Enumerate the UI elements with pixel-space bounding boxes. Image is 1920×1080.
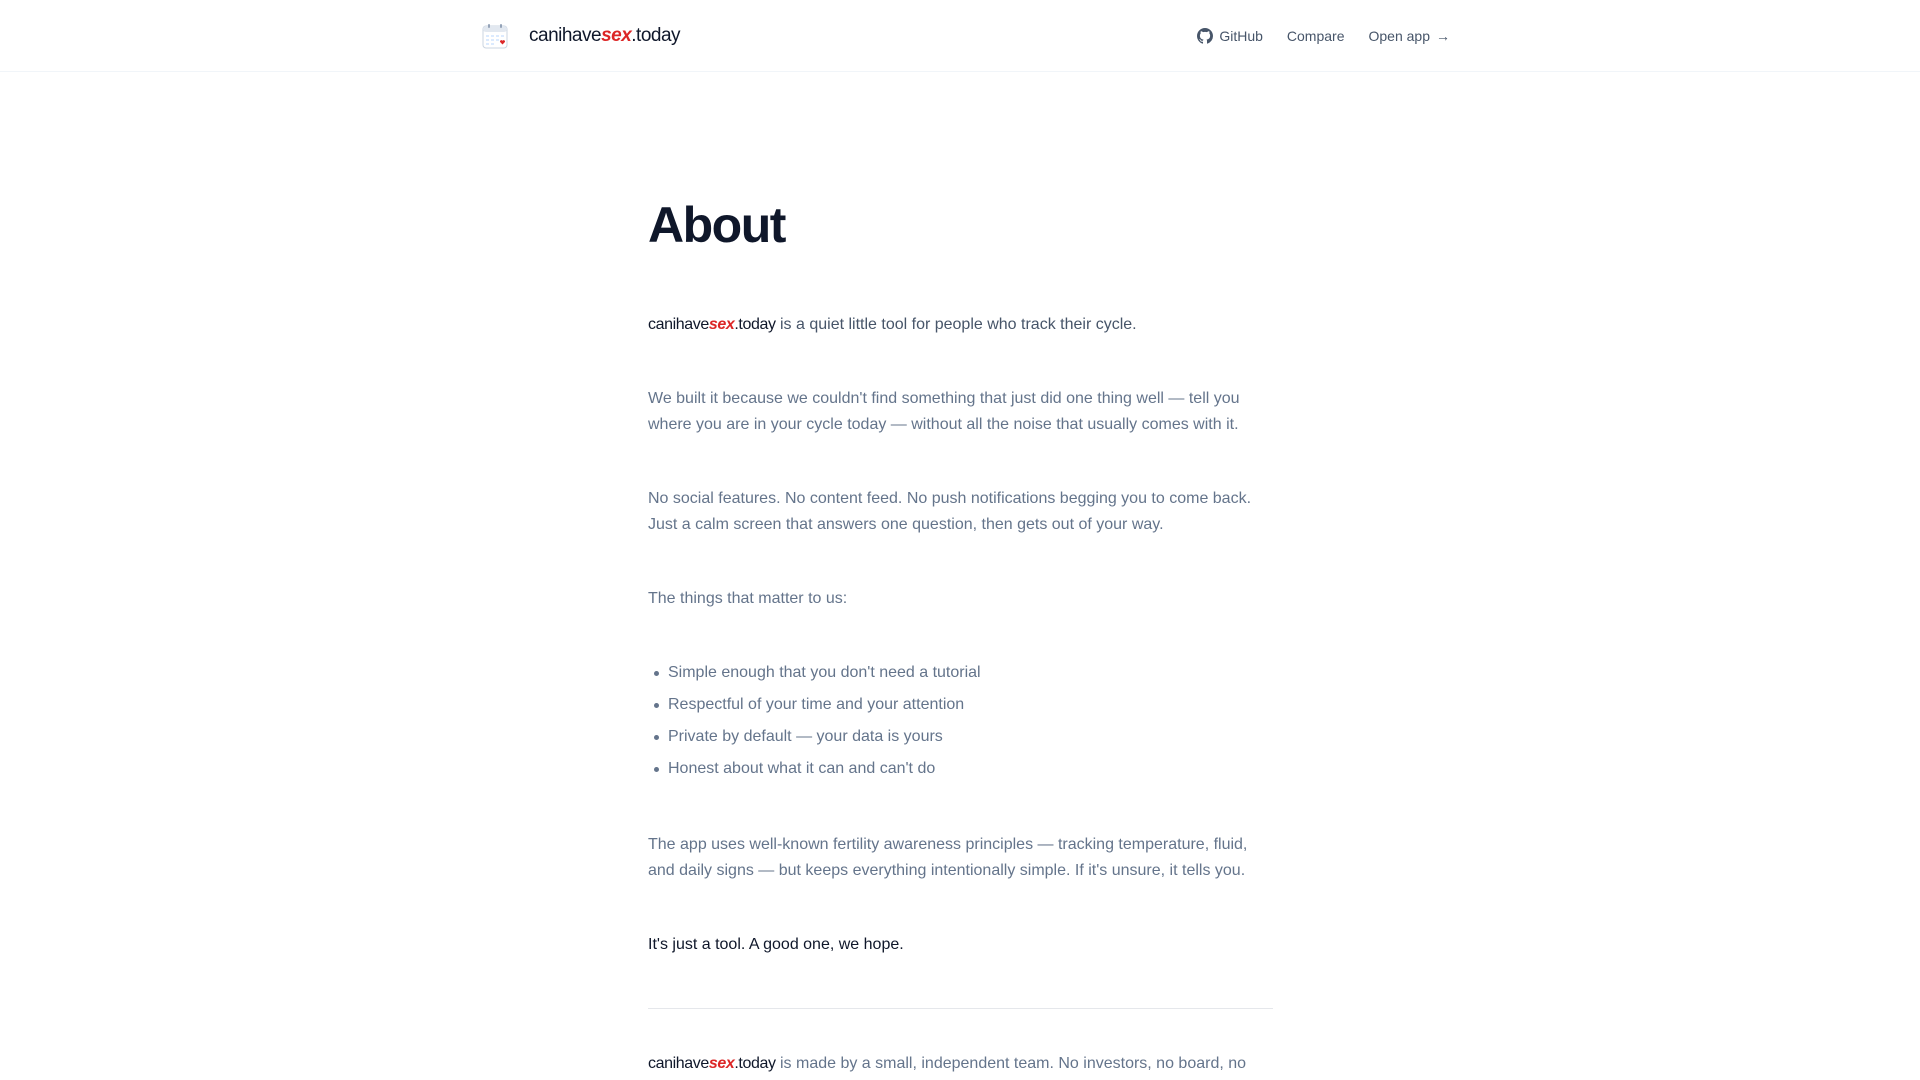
brand-suffix: .today: [631, 25, 681, 46]
section-divider: [648, 1008, 1273, 1009]
brand-accent: sex: [601, 25, 632, 46]
paragraph-why: We built it because we couldn't find something that just did one thing well — tell you where you are in your cycle today — without all the noise that usually comes with it.: [648, 390, 1240, 433]
inline-brand-accent: sex: [708, 316, 735, 333]
list-item-text: Simple enough that you don't need a tutorial: [668, 664, 981, 681]
github-link[interactable]: [1197, 28, 1263, 44]
list-item: [648, 660, 1273, 686]
inline-brand: [648, 316, 776, 333]
compare-link[interactable]: [1287, 28, 1345, 44]
header-inner: [481, 0, 1450, 72]
bullet-dot: [654, 671, 659, 676]
list-item: [648, 692, 1273, 718]
paragraph-values-intro: The things that matter to us:: [648, 590, 848, 607]
intro-text: is a quiet little tool for people who track their cycle.: [775, 316, 1137, 333]
github-icon: [1197, 28, 1213, 44]
site-header: [0, 0, 1920, 72]
brand-prefix: canihave: [529, 25, 602, 46]
values-list: [648, 660, 1273, 782]
top-nav: [1197, 28, 1450, 44]
list-item: [648, 724, 1273, 750]
paragraph-principles: The app uses well-known fertility awareness principles — tracking temperature, fluid, and daily signs — but keeps everything intentionally simple. If it's unsure, it tells you.: [648, 836, 1248, 879]
list-item-text: Respectful of your time and your attention: [668, 696, 965, 713]
arrow-right-icon: →: [1436, 28, 1450, 44]
brand-wordmark: [529, 25, 680, 47]
calendar-heart-icon: [481, 22, 509, 50]
list-item-text: Private by default — your data is yours: [668, 728, 943, 745]
intro-paragraph: [648, 312, 1273, 338]
inline-brand-accent: sex: [708, 1055, 735, 1072]
open-app-link[interactable]: [1369, 28, 1451, 44]
bullet-dot: [654, 703, 659, 708]
github-link-label: GitHub: [1219, 28, 1263, 44]
bullet-dot: [654, 767, 659, 772]
paragraph-closing: It's just a tool. A good one, we hope.: [648, 936, 904, 953]
brand-home-link[interactable]: [481, 22, 680, 50]
inline-brand-prefix: canihave: [648, 1055, 709, 1072]
compare-link-label: Compare: [1286, 28, 1345, 44]
about-content: [648, 190, 1273, 1077]
inline-brand: [648, 1055, 776, 1072]
paragraph-team: [648, 1051, 1273, 1077]
team-text: is made by a small, independent team. No investors, no board, no: [775, 1055, 1247, 1072]
paragraph-no-noise: No social features. No content feed. No push notifications begging you to come back. Just a calm screen that answers one question, then gets out of your way.: [648, 490, 1252, 533]
inline-brand-prefix: canihave: [648, 316, 709, 333]
inline-brand-suffix: .today: [734, 316, 776, 333]
page-title: About: [648, 197, 785, 253]
list-item-text: Honest about what it can and can't do: [668, 760, 936, 777]
inline-brand-suffix: .today: [734, 1055, 776, 1072]
open-app-link-label: Open app: [1368, 28, 1430, 44]
list-item: [648, 756, 1273, 782]
bullet-dot: [654, 735, 659, 740]
